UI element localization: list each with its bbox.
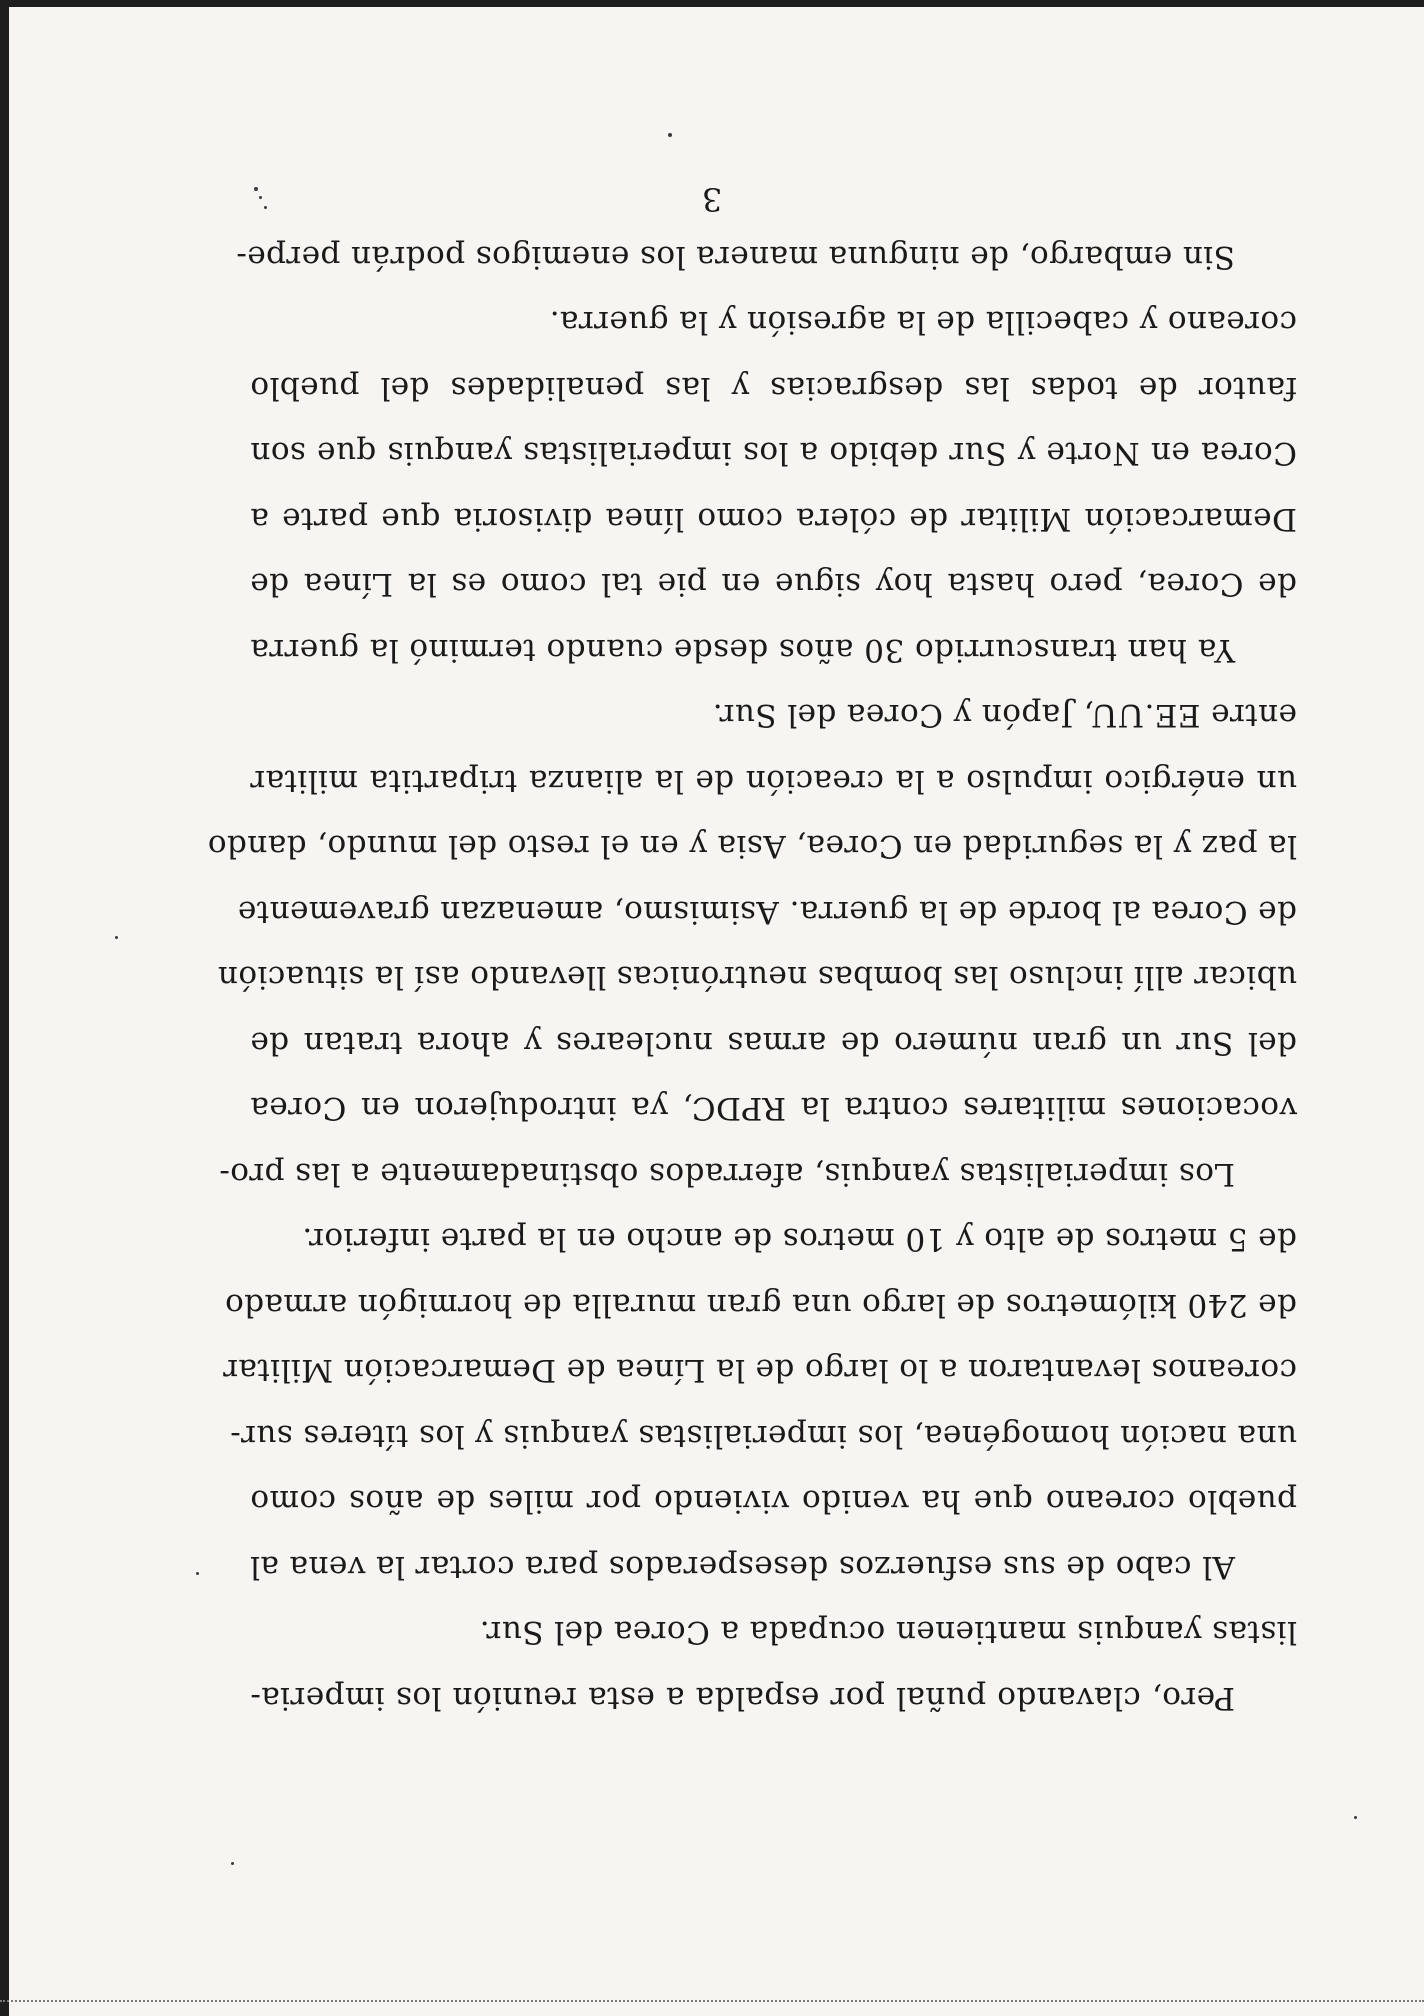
paragraph-2 (222, 1206, 1297, 1599)
text-line: la paz y la seguridad en Corea, Asia y en el resto del mundo, dando (207, 828, 1297, 865)
text-line: Demarcación Militar de cólera como línea divisoria que parte a (250, 501, 1297, 537)
paragraph-3 (207, 682, 1297, 1206)
text-line: Sin embargo, de ninguna manera los enemigos podrán perpe- (236, 239, 1235, 275)
text-line: de 5 metros de alto y 10 metros de ancho en la parte inferior. (301, 1221, 1297, 1258)
text-line: coreanos levantaron a lo largo de la Línea de Demarcación Militar (222, 1352, 1297, 1389)
text-line: Ya han transcurrido 30 años desde cuando terminó la guerra (250, 632, 1235, 668)
scan-speck (264, 206, 267, 209)
text-line: ubicar allí incluso las bombas neutrónicas llevando así la situación (217, 959, 1297, 996)
scan-speck (231, 1862, 234, 1865)
scan-speck (115, 936, 118, 939)
text-line: vocaciones militares contra la RPDC, ya introdujeron en Corea (250, 1090, 1297, 1127)
text-line: de Corea al borde de la guerra. Asimismo, amenazan gravemente (237, 894, 1297, 930)
paragraph-5 (236, 224, 1297, 290)
text-line: una nación homogénea, los imperialistas yanquis y los títeres sur- (229, 1418, 1297, 1454)
body-text (207, 224, 1297, 1731)
text-line: Al cabo de sus esfuerzos desesperados para cortar la vena al (249, 1549, 1235, 1585)
text-line: Los imperialistas yanquis, aferrados obstinadamente a las pro- (218, 1156, 1235, 1192)
text-line: pueblo coreano que ha venido viviendo por miles de años como (250, 1483, 1297, 1520)
paragraph-1 (250, 1599, 1297, 1730)
scan-speck (196, 1572, 199, 1575)
text-line: Pero, clavando puñal por espalda a esta reunión los imperia- (250, 1680, 1235, 1716)
text-line: de Corea, pero hasta hoy sigue en pie tal como es la Línea de (250, 566, 1297, 603)
text-line: coreano y cabecilla de la agresión y la guerra. (549, 304, 1297, 341)
paragraph-4 (250, 289, 1297, 682)
text-line: de 240 kilómetros de largo una gran muralla de hormigón armado (224, 1287, 1297, 1323)
text-line: un enérgico impulso a la creación de la alianza tripartita militar (250, 763, 1297, 799)
text-line: entre EE.UU, Japón y Corea del Sur. (712, 697, 1297, 734)
text-line: listas yanquis mantienen ocupada a Corea del Sur. (479, 1614, 1297, 1651)
page-number: 3 (701, 180, 723, 218)
scan-speck (1354, 1816, 1357, 1819)
text-line: del Sur un gran número de armas nucleares y ahora tratan de (250, 1025, 1297, 1061)
scan-speck (259, 196, 262, 199)
text-line: Corea en Norte y Sur debido a los imperialistas yanquis que son (250, 435, 1297, 472)
scan-speck (254, 187, 258, 191)
text-line: fautor de todas las desgracias y las penalidades del pueblo (250, 370, 1297, 406)
scan-speck (668, 133, 672, 137)
